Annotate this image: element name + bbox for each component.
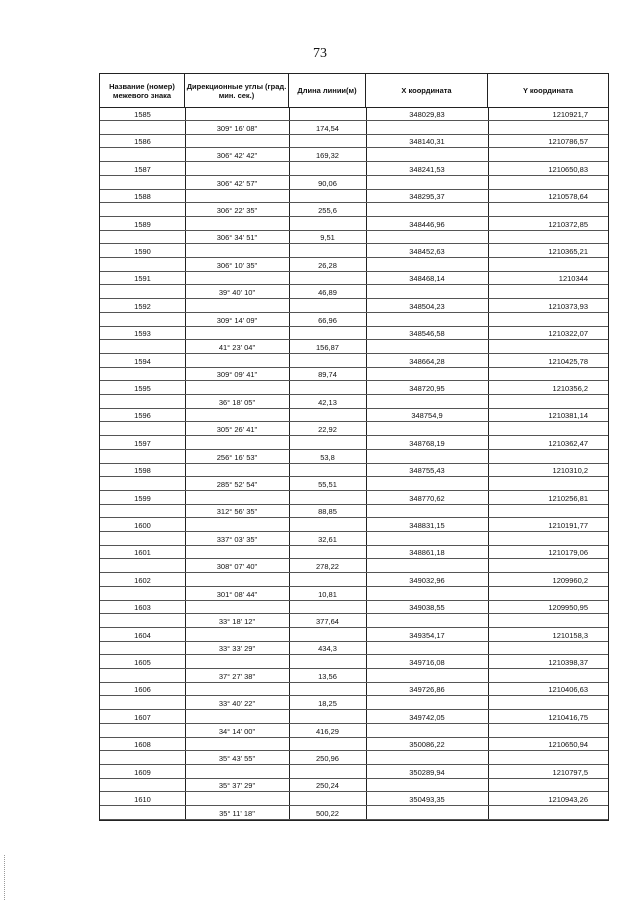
point-row: [100, 409, 608, 422]
directional-angle: 33° 33' 29": [218, 644, 256, 654]
directional-angle: 39° 40' 10": [218, 288, 256, 298]
directional-angle: 306° 34' 51": [216, 233, 258, 243]
line-length: 250,24: [316, 781, 339, 791]
directional-angle: 306° 22' 35": [216, 205, 258, 215]
x-coordinate: 348504,23: [409, 301, 445, 311]
x-coordinate: 349354,17: [409, 630, 445, 640]
point-row: [100, 135, 608, 148]
segment-row: [100, 779, 608, 792]
y-coordinate: 1210373,93: [548, 301, 588, 311]
point-name: 1594: [134, 356, 151, 366]
y-coordinate: 1210786,57: [548, 137, 588, 147]
x-coordinate: 348755,43: [409, 466, 445, 476]
x-coordinate: 348452,63: [409, 247, 445, 256]
line-length: 32,61: [318, 534, 337, 544]
table-body: [100, 108, 608, 820]
directional-angle: 285° 52' 54": [216, 479, 258, 489]
y-coordinate: 1210406,63: [548, 685, 588, 695]
line-length: 9,51: [320, 233, 335, 243]
directional-angle: 35° 11' 18": [219, 808, 255, 818]
line-length: 416,29: [316, 726, 339, 736]
directional-angle: 305° 26' 41": [216, 425, 258, 435]
segment-row: [100, 615, 608, 628]
point-name: 1607: [134, 712, 151, 722]
point-name: 1600: [134, 521, 151, 530]
line-length: 255,6: [318, 205, 337, 215]
directional-angle: 306° 10' 35": [216, 260, 258, 270]
point-name: 1604: [134, 630, 151, 640]
segment-row: [100, 423, 608, 436]
point-name: 1592: [134, 301, 151, 311]
line-length: 434,3: [318, 644, 337, 654]
point-name: 1602: [134, 575, 151, 585]
segment-row: [100, 752, 608, 765]
segment-row: [100, 807, 608, 820]
y-coordinate: 1210365,21: [548, 247, 588, 256]
y-coordinate: 1210425,78: [548, 356, 588, 366]
point-name: 1595: [134, 384, 151, 393]
point-name: 1585: [134, 110, 151, 119]
segment-row: [100, 177, 608, 190]
page-number: 73: [313, 46, 327, 61]
point-row: [100, 355, 608, 368]
line-length: 174,54: [316, 123, 339, 133]
point-name: 1597: [134, 438, 151, 448]
y-coordinate: 1210381,14: [548, 411, 588, 421]
directional-angle: 337° 03' 35": [216, 534, 258, 544]
directional-angle: 306° 42' 42": [216, 151, 258, 161]
directional-angle: 35° 37' 29": [218, 781, 256, 791]
line-length: 55,51: [318, 479, 337, 489]
line-length: 46,89: [318, 288, 337, 298]
x-coordinate: 350086,22: [409, 740, 445, 750]
table-header: [100, 74, 608, 108]
line-length: 500,22: [316, 808, 339, 818]
point-name: 1609: [134, 767, 151, 777]
x-coordinate: 349726,86: [409, 685, 445, 695]
line-length: 250,96: [316, 753, 339, 763]
header-directional-angles: Дирекционные углы (град. мин. сек.): [185, 74, 289, 107]
directional-angle: 309° 14' 09": [216, 315, 258, 325]
y-coordinate: 1209960,2: [552, 575, 588, 585]
y-coordinate: 1210344: [558, 274, 588, 284]
y-coordinate: 1210650,94: [548, 740, 588, 750]
x-coordinate: 349716,08: [409, 658, 445, 667]
x-coordinate: 348241,53: [409, 164, 445, 174]
segment-row: [100, 231, 608, 244]
point-row: [100, 683, 608, 696]
line-length: 10,81: [318, 589, 337, 599]
directional-angle: 309° 09' 41": [216, 370, 258, 380]
point-name: 1588: [134, 192, 151, 202]
line-length: 88,85: [318, 507, 337, 517]
directional-angle: 34° 14' 00": [218, 726, 256, 736]
x-coordinate: 348468,14: [409, 274, 445, 284]
y-coordinate: 1210943,26: [548, 795, 588, 804]
line-length: 278,22: [316, 562, 339, 572]
header-x-coordinate: X координата: [366, 74, 488, 107]
point-row: [100, 546, 608, 559]
x-coordinate: 348768,19: [409, 438, 445, 448]
line-length: 90,06: [318, 178, 337, 188]
x-coordinate: 349038,55: [409, 603, 445, 613]
segment-row: [100, 725, 608, 738]
point-row: [100, 300, 608, 313]
segment-row: [100, 478, 608, 491]
point-row: [100, 629, 608, 642]
segment-row: [100, 314, 608, 327]
y-coordinate: 1210191,77: [548, 521, 588, 530]
x-coordinate: 348029,83: [409, 110, 445, 119]
y-coordinate: 1210416,75: [548, 712, 588, 722]
directional-angle: 308° 07' 40": [216, 562, 258, 572]
directional-angle: 33° 40' 22": [218, 699, 256, 709]
line-length: 53,8: [320, 452, 335, 462]
x-coordinate: 348754,9: [411, 411, 443, 421]
x-coordinate: 348295,37: [409, 192, 445, 202]
segment-row: [100, 505, 608, 518]
y-coordinate: 1210158,3: [552, 630, 588, 640]
point-name: 1596: [134, 411, 151, 421]
segment-row: [100, 670, 608, 683]
point-row: [100, 656, 608, 669]
segment-row: [100, 697, 608, 710]
directional-angle: 35° 43' 55": [218, 753, 256, 763]
point-name: 1599: [134, 493, 151, 503]
point-row: [100, 272, 608, 285]
y-coordinate: 1210256,81: [548, 493, 588, 503]
y-coordinate: 1210398,37: [548, 658, 588, 667]
point-row: [100, 437, 608, 450]
point-name: 1603: [134, 603, 151, 613]
point-name: 1608: [134, 740, 151, 750]
segment-row: [100, 533, 608, 546]
point-row: [100, 738, 608, 751]
line-length: 18,25: [318, 699, 337, 709]
point-row: [100, 245, 608, 258]
directional-angle: 36° 18' 05": [218, 397, 256, 407]
segment-row: [100, 396, 608, 409]
directional-angle: 256° 16' 53": [216, 452, 258, 462]
y-coordinate: 1210362,47: [548, 438, 588, 448]
x-coordinate: 348546,58: [409, 329, 445, 339]
point-row: [100, 382, 608, 395]
line-length: 66,96: [318, 315, 337, 325]
x-coordinate: 350493,35: [409, 795, 445, 804]
point-name: 1591: [134, 274, 151, 284]
point-name: 1589: [134, 219, 151, 229]
directional-angle: 309° 16' 08": [216, 123, 258, 133]
point-row: [100, 601, 608, 614]
x-coordinate: 348720,95: [409, 384, 445, 393]
x-coordinate: 348831,15: [409, 521, 445, 530]
point-row: [100, 492, 608, 505]
point-name: 1610: [134, 795, 151, 804]
line-length: 89,74: [318, 370, 337, 380]
y-coordinate: 1210356,2: [552, 384, 588, 393]
y-coordinate: 1210797,5: [552, 767, 588, 777]
line-length: 22,92: [318, 425, 337, 435]
point-row: [100, 793, 608, 806]
segment-row: [100, 341, 608, 354]
point-row: [100, 574, 608, 587]
point-name: 1586: [134, 137, 151, 147]
line-length: 13,56: [318, 671, 337, 681]
directional-angle: 37° 27' 38": [218, 671, 256, 681]
segment-row: [100, 368, 608, 381]
segment-row: [100, 122, 608, 135]
directional-angle: 312° 56' 35": [216, 507, 258, 517]
point-row: [100, 327, 608, 340]
directional-angle: 41° 23' 04": [218, 342, 256, 352]
y-coordinate: 1209950,95: [548, 603, 588, 613]
point-row: [100, 218, 608, 231]
point-name: 1598: [134, 466, 151, 476]
x-coordinate: 349032,96: [409, 575, 445, 585]
y-coordinate: 1210372,85: [548, 219, 588, 229]
segment-row: [100, 451, 608, 464]
x-coordinate: 350289,94: [409, 767, 445, 777]
point-name: 1590: [134, 247, 151, 256]
segment-row: [100, 588, 608, 601]
point-row: [100, 519, 608, 532]
point-row: [100, 108, 608, 121]
point-row: [100, 766, 608, 779]
point-name: 1587: [134, 164, 151, 174]
point-name: 1593: [134, 329, 151, 339]
directional-angle: 33° 18' 12": [218, 616, 256, 626]
header-line-length: Длина линии(м): [289, 74, 366, 107]
y-coordinate: 1210179,06: [548, 548, 588, 558]
y-coordinate: 1210310,2: [552, 466, 588, 476]
segment-row: [100, 259, 608, 272]
header-point-name: Название (номер) межевого знака: [100, 74, 185, 107]
point-name: 1606: [134, 685, 151, 695]
directional-angle: 301° 08' 44": [216, 589, 258, 599]
y-coordinate: 1210921,7: [552, 110, 588, 119]
line-length: 169,32: [316, 151, 339, 161]
margin-dots: [4, 855, 8, 900]
x-coordinate: 348664,28: [409, 356, 445, 366]
segment-row: [100, 642, 608, 655]
point-name: 1605: [134, 658, 151, 667]
line-length: 377,64: [316, 616, 339, 626]
line-length: 156,87: [316, 342, 339, 352]
segment-row: [100, 560, 608, 573]
header-y-coordinate: Y координата: [522, 86, 574, 95]
y-coordinate: 1210650,83: [548, 164, 588, 174]
segment-row: [100, 149, 608, 162]
coordinates-table: [99, 73, 609, 821]
x-coordinate: 348770,62: [409, 493, 445, 503]
y-coordinate: 1210322,07: [548, 329, 588, 339]
segment-row: [100, 286, 608, 299]
x-coordinate: 349742,05: [409, 712, 445, 722]
line-length: 26,28: [318, 260, 337, 270]
point-row: [100, 190, 608, 203]
point-row: [100, 163, 608, 176]
x-coordinate: 348140,31: [409, 137, 445, 147]
line-length: 42,13: [318, 397, 337, 407]
y-coordinate: 1210578,64: [548, 192, 588, 202]
x-coordinate: 348446,96: [409, 219, 445, 229]
point-row: [100, 711, 608, 724]
point-row: [100, 464, 608, 477]
point-name: 1601: [134, 548, 151, 558]
x-coordinate: 348861,18: [409, 548, 445, 558]
directional-angle: 306° 42' 57": [216, 178, 258, 188]
segment-row: [100, 204, 608, 217]
